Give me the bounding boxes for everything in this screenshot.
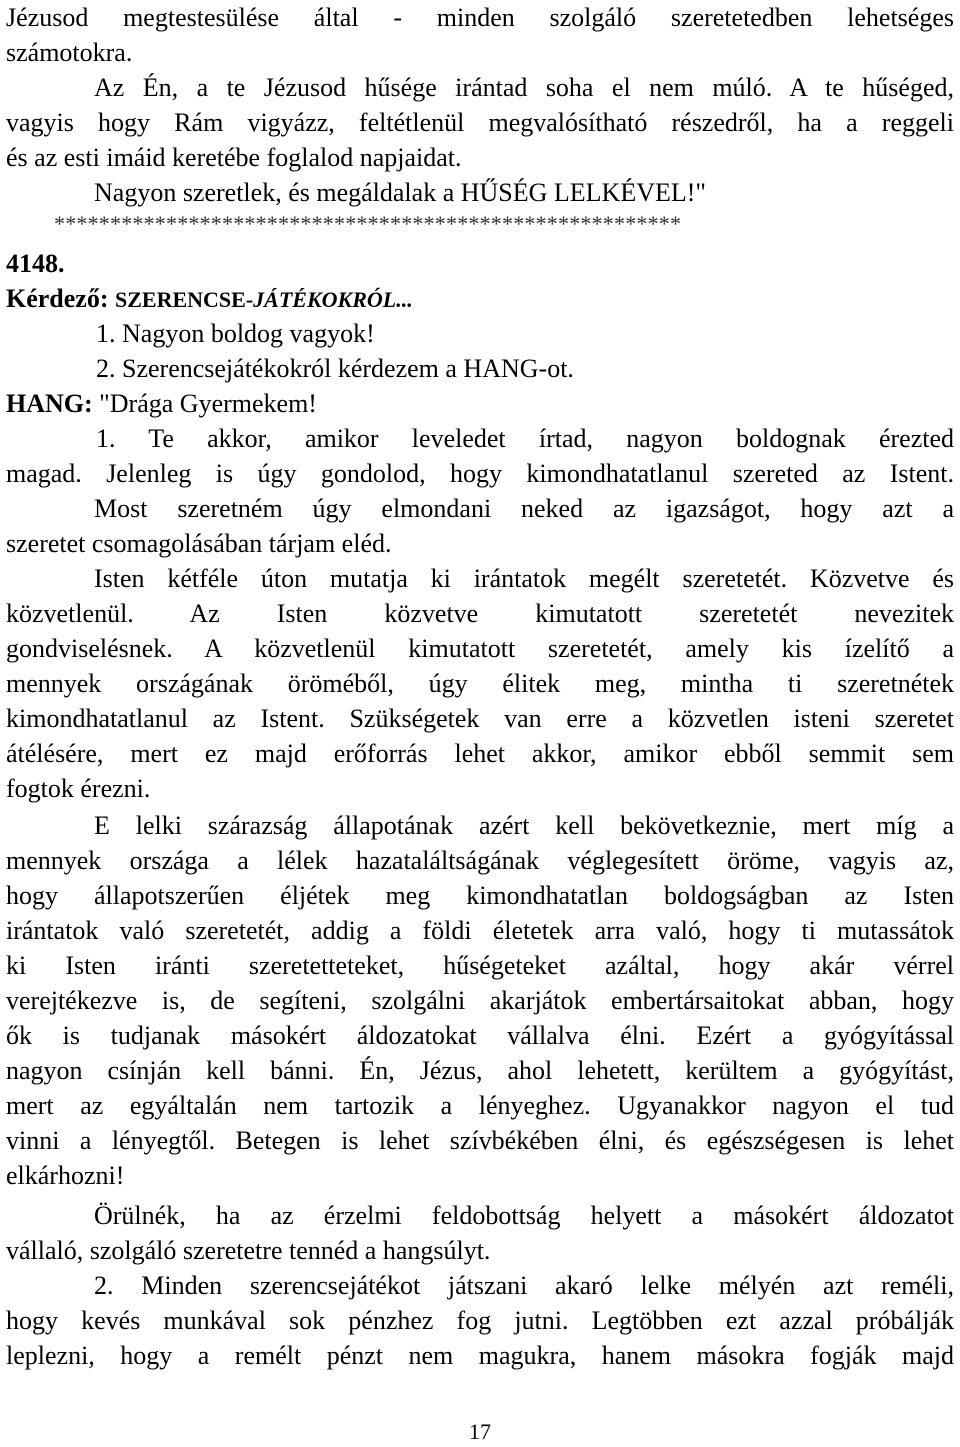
separator-stars: ********************************************************: [54, 211, 682, 236]
page-number: 17: [469, 1419, 491, 1444]
text-line: Jézusod megtestesülése által - minden szolgáló szeretetedben lehetséges: [6, 3, 954, 32]
text-line: mert az egyáltalán nem tartozik a lényeghez. Ugyanakkor nagyon el tud: [6, 1091, 954, 1120]
text-line: és az esti imáid keretébe foglalod napjaidat.: [6, 143, 462, 172]
text-line: Örülnék, ha az érzelmi feldobottság helyett a másokért áldozatot: [94, 1201, 954, 1230]
text-line: közvetlenül. Az Isten közvetve kimutatott szeretetét nevezitek: [6, 599, 954, 628]
text-line: fogtok érezni.: [6, 774, 151, 803]
text-line: Az Én, a te Jézusod hűsége irántad soha el nem múló. A te hűséged,: [94, 73, 954, 102]
text-line: gondviselésnek. A közvetlenül kimutatott szeretetét, amely kis ízelítő a: [6, 634, 954, 663]
asker-topic-italic: JÁTÉKOKRÓL...: [253, 287, 413, 312]
text-line: verejtékezve is, de segíteni, szolgálni akarjátok embertársaitokat abban, hogy: [6, 986, 954, 1015]
text-line: nagyon csínján kell bánni. Én, Jézus, ahol lehetett, kerültem a gyógyítást,: [6, 1056, 954, 1085]
text-line: számotokra.: [6, 38, 133, 67]
message-number: 4148.: [6, 249, 65, 278]
hang-label: HANG:: [6, 389, 93, 418]
text-line: 1. Te akkor, amikor leveledet írtad, nagyon boldognak érezted: [96, 424, 954, 453]
text-line: magad. Jelenleg is úgy gondolod, hogy kimondhatatlanul szereted az Istent.: [6, 459, 954, 488]
asker-line: [6, 281, 954, 317]
text-line: ki Isten iránti szeretetteteket, hűségeteket azáltal, hogy akár vérrel: [6, 951, 954, 980]
text-line: mennyek országának öröméből, úgy élitek meg, mintha ti szeretnétek: [6, 669, 954, 698]
text-line: Isten kétféle úton mutatja ki irántatok megélt szeretetét. Közvetve és: [94, 564, 954, 593]
text-line: vinni a lényegtől. Betegen is lehet szívbékében élni, és egészségesen is lehet: [6, 1126, 954, 1155]
text-line: irántatok való szeretetét, addig a földi életetek arra való, hogy ti mutassátok: [6, 916, 954, 945]
text-line: E lelki szárazság állapotának azért kell bekövetkeznie, mert míg a: [94, 811, 954, 840]
text-line: átélésére, mert ez majd erőforrás lehet akkor, amikor ebből semmit sem: [6, 739, 954, 768]
asker-label: Kérdező:: [6, 284, 109, 313]
question-item: 2. Szerencsejátékokról kérdezem a HANG-ot.: [96, 354, 574, 383]
text-line: leplezni, hogy a remélt pénzt nem magukra, hanem másokra fogják majd: [6, 1341, 954, 1370]
text-line: 2. Minden szerencsejátékot játszani akaró lelke mélyén azt reméli,: [94, 1271, 954, 1300]
text-line: kimondhatatlanul az Istent. Szükségetek van erre a közvetlen isteni szeretet: [6, 704, 954, 733]
text-line: vagyis hogy Rám vigyázz, feltétlenül megvalósítható részedről, ha a reggeli: [6, 108, 954, 137]
hang-greeting: "Drága Gyermekem!: [99, 389, 317, 418]
asker-topic: SZERENCSE-: [115, 287, 254, 312]
text-line: Most szeretném úgy elmondani neked az igazságot, hogy azt a: [94, 494, 954, 523]
text-line: hogy állapotszerűen éljétek meg kimondhatatlan boldogságban az Isten: [6, 881, 954, 910]
text-line: szeretet csomagolásában tárjam eléd.: [6, 529, 392, 558]
question-item: 1. Nagyon boldog vagyok!: [96, 319, 375, 348]
text-line: vállaló, szolgáló szeretetre tennéd a hangsúlyt.: [6, 1236, 491, 1265]
hang-line: [6, 386, 954, 421]
text-line: Nagyon szeretlek, és megáldalak a HŰSÉG LELKÉVEL!": [94, 178, 707, 207]
text-line: ők is tudjanak másokért áldozatokat vállalva élni. Ezért a gyógyítással: [6, 1021, 954, 1050]
text-line: hogy kevés munkával sok pénzhez fog jutni. Legtöbben ezt azzal próbálják: [6, 1306, 954, 1335]
text-line: elkárhozni!: [6, 1161, 125, 1190]
text-line: mennyek országa a lélek hazataláltságának véglegesített öröme, vagyis az,: [6, 846, 954, 875]
